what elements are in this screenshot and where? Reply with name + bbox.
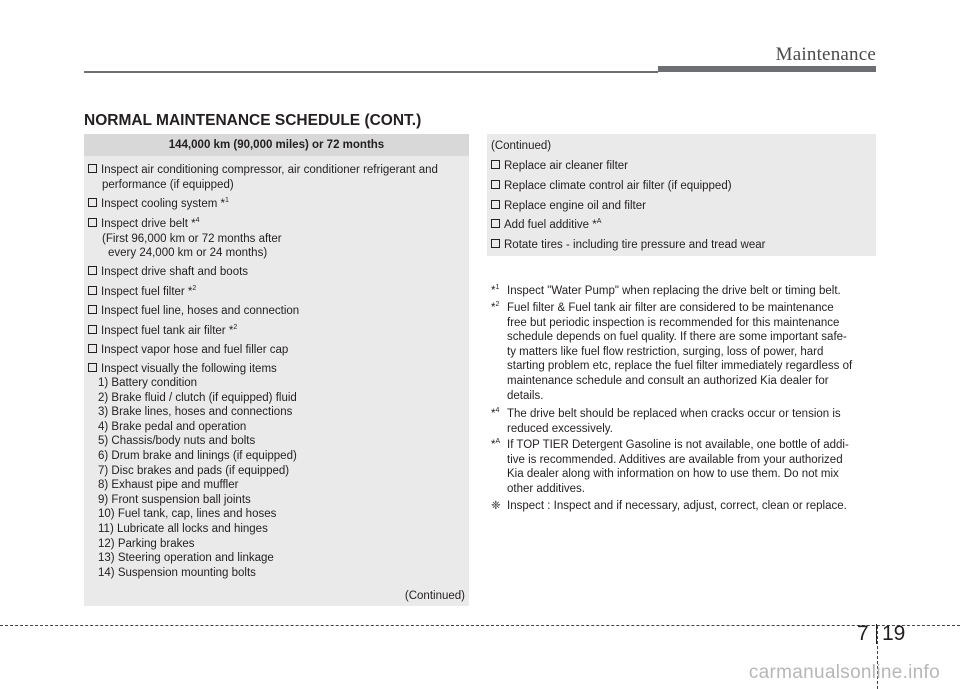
header-rule — [84, 71, 658, 73]
checklist-item: Inspect cooling system *$^1$ — [88, 197, 229, 212]
footnote: *$^A$ If TOP TIER Detergent Gasoline is not available, one bottle of addi- tive is recommended. Additives are available from your authorized Kia dealer along with information on how to use them. Do not mix other additives. — [491, 438, 849, 495]
schedule-panel-left — [84, 134, 469, 606]
schedule-interval-heading: 144,000 km (90,000 miles) or 72 months — [84, 134, 469, 156]
continued-label: (Continued) — [404, 590, 465, 602]
checkbox-icon — [88, 363, 97, 372]
page-header-title: Maintenance — [775, 44, 876, 65]
checklist-item: Inspect drive belt *$^4$ (First 96,000 km or 72 months after every 24,000 km or 24 months) — [88, 217, 282, 261]
checklist-item: Inspect fuel line, hoses and connection — [88, 304, 299, 319]
checklist-item: Inspect visually the following items — [88, 362, 277, 377]
footnote: *$^2$ Fuel filter & Fuel tank air filter are considered to be maintenance free but periodic inspection is recommended for this maintenance schedule depends on fuel quality. If there are some important safe- ty matters like fuel flow restriction, surging, loss of power, hard starting problem etc, replace the fuel filter immediately regardless of maintenance schedule and consult an authorized Kia dealer for details. — [491, 301, 853, 402]
continued-label: (Continued) — [491, 140, 552, 152]
list-item: 3) Brake lines, hoses and connections — [98, 406, 293, 419]
checkbox-icon — [88, 164, 97, 173]
checkbox-icon — [88, 325, 97, 334]
checklist-item: Replace climate control air filter (if equipped) — [491, 179, 732, 194]
checklist-item: Inspect fuel filter *$^2$ — [88, 285, 196, 300]
list-item: 9) Front suspension ball joints — [98, 493, 251, 506]
footnote: ❈ Inspect : Inspect and if necessary, adjust, correct, clean or replace. — [491, 500, 847, 512]
chapter-number: 7 — [857, 622, 869, 645]
footnote: *$^1$ Inspect "Water Pump" when replacing the drive belt or timing belt. — [491, 284, 841, 297]
asterisk-icon: ❈ — [491, 500, 501, 512]
list-item: 6) Drum brake and linings (if equipped) — [98, 449, 297, 462]
page-number-divider — [876, 624, 877, 644]
footer-rule — [0, 625, 960, 626]
header-rule-accent — [658, 66, 876, 72]
list-item: 14) Suspension mounting bolts — [98, 566, 256, 579]
checkbox-icon — [88, 218, 97, 227]
watermark: carmanualsonline.info — [748, 662, 940, 683]
checklist-item: Inspect air conditioning compressor, air conditioner refrigerant and performance (if equipped) — [88, 163, 466, 192]
checkbox-icon — [88, 266, 97, 275]
checkbox-icon — [491, 239, 500, 248]
checklist-item: Rotate tires - including tire pressure and tread wear — [491, 238, 765, 253]
list-item: 10) Fuel tank, cap, lines and hoses — [98, 508, 277, 521]
checkbox-icon — [491, 200, 500, 209]
checkbox-icon — [88, 305, 97, 314]
section-title: NORMAL MAINTENANCE SCHEDULE (CONT.) — [84, 112, 422, 129]
visual-inspection-list — [98, 376, 297, 580]
checklist-item: Inspect drive shaft and boots — [88, 265, 248, 280]
list-item: 11) Lubricate all locks and hinges — [98, 522, 268, 535]
footnote: *$^4$ The drive belt should be replaced when cracks occur or tension is reduced excessively. — [491, 407, 841, 435]
checkbox-icon — [491, 180, 500, 189]
checkbox-icon — [88, 344, 97, 353]
checkbox-icon — [491, 160, 500, 169]
page-number: 19 — [882, 622, 906, 645]
checklist-item: Replace engine oil and filter — [491, 199, 646, 214]
list-item: 2) Brake fluid / clutch (if equipped) fluid — [98, 391, 297, 404]
checkbox-icon — [491, 219, 500, 228]
checkbox-icon — [88, 286, 97, 295]
checklist-item: Inspect vapor hose and fuel filler cap — [88, 343, 288, 358]
checklist-item: Add fuel additive *$^A$ — [491, 218, 601, 233]
checkbox-icon — [88, 198, 97, 207]
list-item: 13) Steering operation and linkage — [98, 552, 274, 565]
checklist-item: Inspect fuel tank air filter *$^2$ — [88, 324, 237, 339]
list-item: 4) Brake pedal and operation — [98, 420, 247, 433]
list-item: 1) Battery condition — [98, 377, 198, 389]
list-item: 12) Parking brakes — [98, 537, 195, 550]
list-item: 8) Exhaust pipe and muffler — [98, 479, 239, 492]
list-item: 7) Disc brakes and pads (if equipped) — [98, 464, 290, 477]
checklist-item: Replace air cleaner filter — [491, 159, 628, 174]
list-item: 5) Chassis/body nuts and bolts — [98, 435, 256, 448]
schedule-panel-right — [487, 134, 876, 256]
